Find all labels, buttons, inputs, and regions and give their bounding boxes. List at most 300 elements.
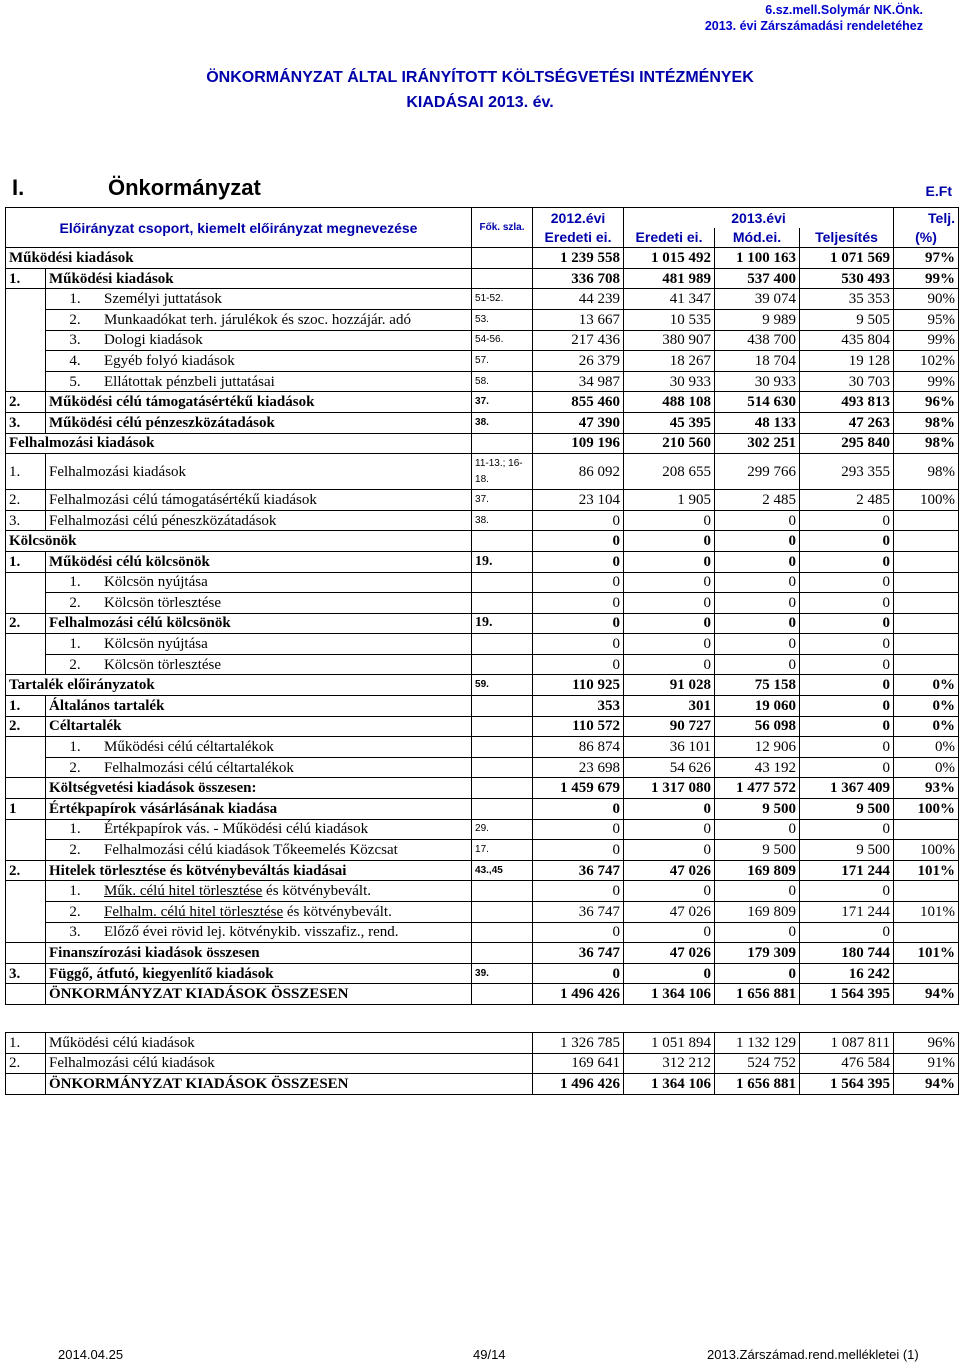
value-cell: 301 xyxy=(624,696,715,717)
row-sublabel: Kölcsön nyújtása xyxy=(104,574,208,591)
percent-cell xyxy=(894,613,959,634)
fok-code: 51-52. xyxy=(472,289,533,310)
fok-code: 37. xyxy=(472,490,533,511)
value-cell: 514 630 xyxy=(715,392,800,413)
row-label xyxy=(46,351,472,372)
underlined-text: Műk. célú hitel törlesztése xyxy=(104,883,263,900)
value-cell: 44 239 xyxy=(533,289,624,310)
row-label xyxy=(46,593,472,614)
value-cell: 380 907 xyxy=(624,330,715,351)
value-cell: 30 933 xyxy=(715,371,800,392)
value-cell: 16 242 xyxy=(800,963,894,984)
fok-code: 17. xyxy=(472,840,533,861)
value-cell: 1 087 811 xyxy=(800,1033,894,1054)
row-label: Felhalmozási kiadások xyxy=(6,433,472,454)
percent-cell: 98% xyxy=(894,412,959,433)
value-cell: 169 641 xyxy=(533,1053,624,1074)
value-cell: 0 xyxy=(624,881,715,902)
value-cell: 34 987 xyxy=(533,371,624,392)
table-row xyxy=(6,799,959,820)
value-cell: 47 390 xyxy=(533,412,624,433)
fok-code xyxy=(472,248,533,269)
row-label: Tartalék előirányzatok xyxy=(6,675,472,696)
value-cell: 210 560 xyxy=(624,433,715,454)
value-cell: 36 747 xyxy=(533,902,624,923)
table-row xyxy=(6,716,959,737)
percent-cell: 95% xyxy=(894,309,959,330)
value-cell: 0 xyxy=(800,737,894,758)
table-row xyxy=(6,943,959,964)
fok-code xyxy=(472,881,533,902)
percent-cell xyxy=(894,922,959,943)
row-number: 1. xyxy=(6,268,46,289)
value-cell: 0 xyxy=(715,551,800,572)
row-number: 1. xyxy=(6,454,46,490)
value-cell: 0 xyxy=(533,963,624,984)
value-cell: 1 477 572 xyxy=(715,778,800,799)
fok-code: 11-13.; 16-18. xyxy=(472,454,533,490)
row-number xyxy=(6,943,46,964)
value-cell: 0 xyxy=(533,510,624,531)
value-cell: 2 485 xyxy=(800,490,894,511)
row-number-empty xyxy=(6,881,46,902)
value-cell: 110 572 xyxy=(533,716,624,737)
row-number: 3. xyxy=(6,412,46,433)
row-label: Függő, átfutó, kiegyenlítő kiadások xyxy=(46,963,472,984)
value-cell: 39 074 xyxy=(715,289,800,310)
percent-cell: 0% xyxy=(894,675,959,696)
value-cell: 9 500 xyxy=(800,840,894,861)
percent-cell: 96% xyxy=(894,1033,959,1054)
percent-cell: 98% xyxy=(894,433,959,454)
value-cell: 9 500 xyxy=(715,799,800,820)
underlined-text: Felhalm. célú hitel törlesztése xyxy=(104,903,284,920)
table-row xyxy=(6,675,959,696)
row-sublabel: Egyéb folyó kiadások xyxy=(104,352,235,369)
percent-cell: 99% xyxy=(894,268,959,289)
row-subnumber: 2. xyxy=(69,903,81,920)
summary-label: ÖNKORMÁNYZAT KIADÁSOK ÖSSZESEN xyxy=(46,1074,533,1095)
value-cell: 0 xyxy=(624,572,715,593)
expenditure-table xyxy=(5,207,959,1005)
percent-cell xyxy=(894,551,959,572)
table-row xyxy=(6,860,959,881)
value-cell: 23 104 xyxy=(533,490,624,511)
fok-code: 43.,45 xyxy=(472,860,533,881)
percent-cell: 100% xyxy=(894,840,959,861)
value-cell: 0 xyxy=(715,531,800,552)
value-cell: 0 xyxy=(715,572,800,593)
value-cell: 0 xyxy=(533,840,624,861)
value-cell: 18 704 xyxy=(715,351,800,372)
row-number: 2. xyxy=(6,490,46,511)
value-cell: 43 192 xyxy=(715,757,800,778)
year-2012-header: 2012.évi xyxy=(533,208,624,228)
fok-code: 53. xyxy=(472,309,533,330)
value-cell: 0 xyxy=(624,654,715,675)
row-sublabel: Kölcsön törlesztése xyxy=(104,594,222,611)
value-cell: 217 436 xyxy=(533,330,624,351)
row-label: Működési célú kölcsönök xyxy=(46,551,472,572)
value-cell: 0 xyxy=(624,840,715,861)
table-row xyxy=(6,268,959,289)
value-cell: 0 xyxy=(715,963,800,984)
value-cell: 0 xyxy=(533,922,624,943)
percent-cell xyxy=(894,510,959,531)
value-cell: 0 xyxy=(533,654,624,675)
value-cell: 0 xyxy=(800,613,894,634)
value-cell: 0 xyxy=(800,675,894,696)
value-cell: 0 xyxy=(715,613,800,634)
value-cell: 0 xyxy=(624,510,715,531)
currency-unit: E.Ft xyxy=(925,183,952,199)
value-cell: 86 874 xyxy=(533,737,624,758)
value-cell: 0 xyxy=(624,922,715,943)
row-label xyxy=(46,654,472,675)
value-cell: 86 092 xyxy=(533,454,624,490)
summary-label: Felhalmozási célú kiadások xyxy=(46,1053,533,1074)
fok-code: 38. xyxy=(472,412,533,433)
value-cell: 435 804 xyxy=(800,330,894,351)
value-cell: 0 xyxy=(800,716,894,737)
value-cell: 0 xyxy=(533,531,624,552)
value-cell: 0 xyxy=(800,881,894,902)
value-cell: 1 496 426 xyxy=(533,984,624,1005)
value-cell: 0 xyxy=(715,510,800,531)
value-cell: 0 xyxy=(800,531,894,552)
row-sublabel: Felhalm. célú hitel törlesztése és kötvénybevált. xyxy=(104,903,392,920)
row-label: Működési célú pénzeszközátadások xyxy=(46,412,472,433)
group-header: Előirányzat csoport, kiemelt előirányzat megnevezése xyxy=(6,208,472,248)
value-cell: 45 395 xyxy=(624,412,715,433)
row-subnumber: 2. xyxy=(69,656,81,673)
row-subnumber: 1. xyxy=(69,821,81,838)
value-cell: 47 026 xyxy=(624,902,715,923)
percent-cell: 0% xyxy=(894,716,959,737)
row-sublabel: Értékpapírok vás. - Működési célú kiadások xyxy=(104,821,369,838)
row-number: 1. xyxy=(6,551,46,572)
row-number-empty xyxy=(6,902,46,923)
table-row xyxy=(6,902,959,923)
row-number-empty xyxy=(6,309,46,330)
row-sublabel: Személyi juttatások xyxy=(104,291,222,308)
value-cell: 30 703 xyxy=(800,371,894,392)
percent-cell: 97% xyxy=(894,248,959,269)
percent-cell xyxy=(894,593,959,614)
document-title-line-1: ÖNKORMÁNYZAT ÁLTAL IRÁNYÍTOTT KÖLTSÉGVETÉSI INTÉZMÉNYEK xyxy=(206,69,754,86)
table-row xyxy=(6,922,959,943)
value-cell: 1 656 881 xyxy=(715,1074,800,1095)
fok-code xyxy=(472,943,533,964)
fok-code: 19. xyxy=(472,551,533,572)
value-cell: 0 xyxy=(715,593,800,614)
value-cell: 312 212 xyxy=(624,1053,715,1074)
fok-code: 39. xyxy=(472,963,533,984)
value-cell: 10 535 xyxy=(624,309,715,330)
summary-label: Működési célú kiadások xyxy=(46,1033,533,1054)
value-cell: 9 500 xyxy=(715,840,800,861)
percent-cell: 94% xyxy=(894,1074,959,1095)
fok-code: 29. xyxy=(472,819,533,840)
value-cell: 47 263 xyxy=(800,412,894,433)
value-cell: 41 347 xyxy=(624,289,715,310)
row-number-empty xyxy=(6,757,46,778)
fok-code xyxy=(472,634,533,655)
value-cell: 0 xyxy=(533,881,624,902)
fok-code xyxy=(472,778,533,799)
table-row xyxy=(6,593,959,614)
value-cell: 0 xyxy=(533,634,624,655)
percent-cell: 91% xyxy=(894,1053,959,1074)
row-number: 2. xyxy=(6,716,46,737)
row-sublabel: Felhalmozási célú céltartalékok xyxy=(104,759,294,776)
percent-cell: 0% xyxy=(894,696,959,717)
row-subnumber: 1. xyxy=(69,883,81,900)
value-cell: 1 051 894 xyxy=(624,1033,715,1054)
value-cell: 438 700 xyxy=(715,330,800,351)
summary-row xyxy=(6,1053,959,1074)
fok-code xyxy=(472,902,533,923)
row-label xyxy=(46,330,472,351)
table-row xyxy=(6,613,959,634)
percent-cell: 98% xyxy=(894,454,959,490)
eredeti-2012-header: Eredeti ei. xyxy=(533,228,624,248)
table-row xyxy=(6,289,959,310)
table-row xyxy=(6,840,959,861)
table-row xyxy=(6,454,959,490)
row-label xyxy=(46,819,472,840)
value-cell: 1 459 679 xyxy=(533,778,624,799)
percent-cell xyxy=(894,819,959,840)
footer-date: 2014.04.25 xyxy=(58,1347,124,1362)
value-cell: 302 251 xyxy=(715,433,800,454)
table-row xyxy=(6,778,959,799)
row-label: Céltartalék xyxy=(46,716,472,737)
row-number: 2. xyxy=(6,613,46,634)
row-number-empty xyxy=(6,634,46,655)
value-cell: 13 667 xyxy=(533,309,624,330)
row-sublabel: Kölcsön törlesztése xyxy=(104,656,222,673)
percent-cell: 101% xyxy=(894,943,959,964)
row-label: Felhalmozási kiadások xyxy=(46,454,472,490)
row-number-empty xyxy=(6,737,46,758)
table-row xyxy=(6,634,959,655)
value-cell: 35 353 xyxy=(800,289,894,310)
fok-code xyxy=(472,984,533,1005)
value-cell: 0 xyxy=(624,593,715,614)
footer-file-name: 2013.Zárszámad.rend.mellékletei (1) xyxy=(707,1347,919,1362)
row-label: Működési kiadások xyxy=(46,268,472,289)
row-sublabel: Ellátottak pénzbeli juttatásai xyxy=(104,373,275,390)
value-cell: 293 355 xyxy=(800,454,894,490)
row-label xyxy=(46,757,472,778)
value-cell: 0 xyxy=(715,634,800,655)
percent-cell: 100% xyxy=(894,490,959,511)
header-line-2: 2013. évi Zárszámadási rendeletéhez xyxy=(704,19,923,33)
table-row xyxy=(6,531,959,552)
row-number: 2. xyxy=(6,860,46,881)
table-row xyxy=(6,371,959,392)
value-cell: 169 809 xyxy=(715,902,800,923)
value-cell: 524 752 xyxy=(715,1053,800,1074)
value-cell: 1 564 395 xyxy=(800,1074,894,1095)
value-cell: 169 809 xyxy=(715,860,800,881)
row-subnumber: 2. xyxy=(69,594,81,611)
row-label: Felhalmozási célú támogatásértékű kiadások xyxy=(46,490,472,511)
row-number-empty xyxy=(6,572,46,593)
row-subnumber: 1. xyxy=(69,739,81,756)
value-cell: 0 xyxy=(800,696,894,717)
teljesites-header: Teljesítés xyxy=(800,228,894,248)
value-cell: 1 496 426 xyxy=(533,1074,624,1095)
row-subnumber: 4. xyxy=(69,352,81,369)
value-cell: 109 196 xyxy=(533,433,624,454)
row-sublabel: Dologi kiadások xyxy=(104,332,203,349)
value-cell: 0 xyxy=(715,922,800,943)
value-cell: 30 933 xyxy=(624,371,715,392)
row-label: Finanszírozási kiadások összesen xyxy=(46,943,472,964)
percent-cell xyxy=(894,963,959,984)
row-label: Működési kiadások xyxy=(6,248,472,269)
value-cell: 0 xyxy=(624,799,715,820)
summary-row xyxy=(6,1074,959,1095)
row-number: 2. xyxy=(6,392,46,413)
fok-code: 54-56. xyxy=(472,330,533,351)
value-cell: 295 840 xyxy=(800,433,894,454)
value-cell: 353 xyxy=(533,696,624,717)
value-cell: 476 584 xyxy=(800,1053,894,1074)
summary-row xyxy=(6,1033,959,1054)
fok-code xyxy=(472,757,533,778)
value-cell: 0 xyxy=(715,819,800,840)
value-cell: 18 267 xyxy=(624,351,715,372)
value-cell: 0 xyxy=(715,654,800,675)
value-cell: 0 xyxy=(800,593,894,614)
row-label xyxy=(46,309,472,330)
row-number-empty xyxy=(6,371,46,392)
row-label xyxy=(46,634,472,655)
row-subnumber: 1. xyxy=(69,291,81,308)
value-cell: 75 158 xyxy=(715,675,800,696)
row-label xyxy=(46,881,472,902)
percent-cell: 99% xyxy=(894,371,959,392)
table-row xyxy=(6,330,959,351)
row-sublabel: Előző évei rövid lej. kötvénykib. visszafiz., rend. xyxy=(104,924,399,941)
row-number-empty xyxy=(6,819,46,840)
fok-code: 59. xyxy=(472,675,533,696)
row-number-empty xyxy=(6,593,46,614)
row-number: 1 xyxy=(6,799,46,820)
value-cell: 488 108 xyxy=(624,392,715,413)
row-subnumber: 2. xyxy=(69,759,81,776)
fok-code xyxy=(472,922,533,943)
telj-header: Telj. xyxy=(894,208,959,228)
value-cell: 537 400 xyxy=(715,268,800,289)
value-cell: 47 026 xyxy=(624,860,715,881)
row-sublabel: Munkaadókat terh. járulékok és szoc. hozzájár. adó xyxy=(104,311,411,328)
row-label: ÖNKORMÁNYZAT KIADÁSOK ÖSSZESEN xyxy=(46,984,472,1005)
table-row xyxy=(6,881,959,902)
percent-header: (%) xyxy=(894,228,959,248)
fok-code xyxy=(472,531,533,552)
value-cell: 0 xyxy=(624,551,715,572)
value-cell: 26 379 xyxy=(533,351,624,372)
value-cell: 1 239 558 xyxy=(533,248,624,269)
value-cell: 0 xyxy=(533,799,624,820)
value-cell: 56 098 xyxy=(715,716,800,737)
value-cell: 0 xyxy=(624,531,715,552)
table-row xyxy=(6,737,959,758)
row-subnumber: 2. xyxy=(69,842,81,859)
row-number-empty xyxy=(6,922,46,943)
percent-cell: 100% xyxy=(894,799,959,820)
row-label xyxy=(46,840,472,861)
row-label xyxy=(46,572,472,593)
row-number-empty xyxy=(6,330,46,351)
fok-code: 57. xyxy=(472,351,533,372)
value-cell: 0 xyxy=(624,819,715,840)
value-cell: 0 xyxy=(624,963,715,984)
fok-code xyxy=(472,433,533,454)
fok-code xyxy=(472,716,533,737)
value-cell: 855 460 xyxy=(533,392,624,413)
row-number-empty xyxy=(6,840,46,861)
table-row xyxy=(6,248,959,269)
row-subnumber: 1. xyxy=(69,636,81,653)
value-cell: 0 xyxy=(800,551,894,572)
percent-cell xyxy=(894,654,959,675)
header-row-1 xyxy=(6,208,959,228)
value-cell: 493 813 xyxy=(800,392,894,413)
row-label xyxy=(46,737,472,758)
value-cell: 1 326 785 xyxy=(533,1033,624,1054)
row-number-empty xyxy=(6,351,46,372)
value-cell: 12 906 xyxy=(715,737,800,758)
document-header xyxy=(705,2,923,34)
fok-header: Fők. szla. xyxy=(472,208,533,248)
value-cell: 0 xyxy=(533,572,624,593)
table-row xyxy=(6,757,959,778)
value-cell: 48 133 xyxy=(715,412,800,433)
percent-cell: 96% xyxy=(894,392,959,413)
eredeti-2013-header: Eredeti ei. xyxy=(624,228,715,248)
row-subnumber: 5. xyxy=(69,373,81,390)
value-cell: 0 xyxy=(800,757,894,778)
section-number: I. xyxy=(12,175,25,200)
table-row xyxy=(6,551,959,572)
row-number-empty xyxy=(6,289,46,310)
value-cell: 2 485 xyxy=(715,490,800,511)
value-cell: 36 747 xyxy=(533,860,624,881)
value-cell: 299 766 xyxy=(715,454,800,490)
modositott-header: Mód.ei. xyxy=(715,228,800,248)
value-cell: 481 989 xyxy=(624,268,715,289)
value-cell: 0 xyxy=(533,819,624,840)
row-subnumber: 1. xyxy=(69,574,81,591)
row-label: Értékpapírok vásárlásának kiadása xyxy=(46,799,472,820)
value-cell: 1 367 409 xyxy=(800,778,894,799)
percent-cell: 101% xyxy=(894,902,959,923)
value-cell: 36 747 xyxy=(533,943,624,964)
row-label xyxy=(46,922,472,943)
value-cell: 0 xyxy=(800,572,894,593)
row-label: Működési célú támogatásértékű kiadások xyxy=(46,392,472,413)
percent-cell: 101% xyxy=(894,860,959,881)
table-row xyxy=(6,392,959,413)
value-cell: 0 xyxy=(533,593,624,614)
percent-cell: 0% xyxy=(894,737,959,758)
value-cell: 9 989 xyxy=(715,309,800,330)
